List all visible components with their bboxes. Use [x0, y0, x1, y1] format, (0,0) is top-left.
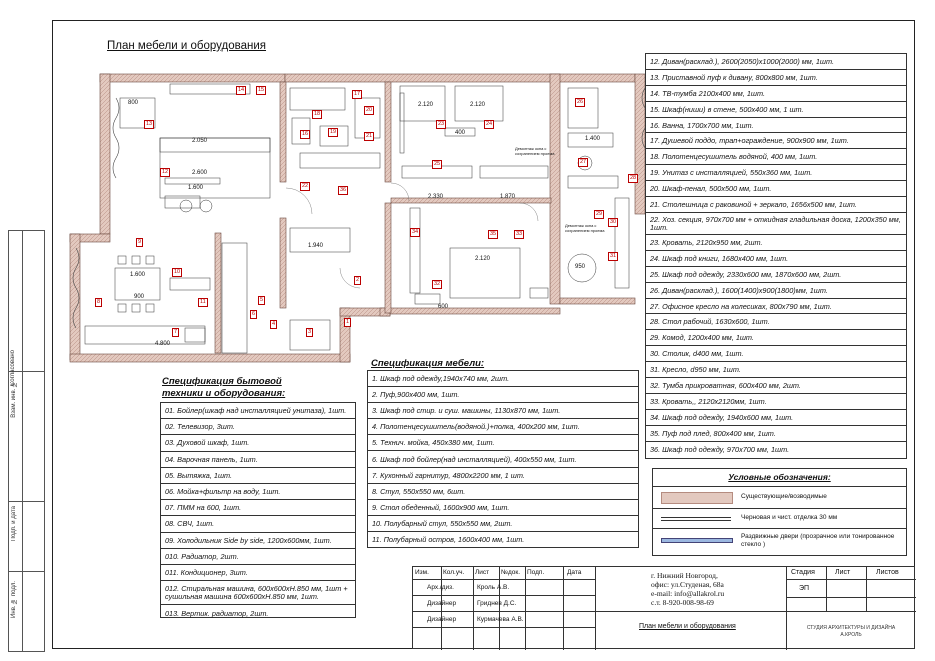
tag-7: 7 [174, 329, 178, 335]
furniture_left-row-7: 8. Стул, 550х550 мм, 6шт. [368, 484, 638, 500]
legend-row-doors [653, 528, 906, 556]
furniture_left-row-4: 5. Технич. мойка, 450х380 мм, 1шт. [368, 435, 638, 451]
tag-26: 26 [577, 99, 584, 105]
dim-1400: 1.400 [585, 136, 601, 142]
stamp-role-0: Арх./диз. [427, 584, 454, 591]
appliances-row-5: 06. Мойка+фильтр на воду, 1шт. [161, 484, 355, 500]
living-room-furniture [120, 84, 270, 212]
legend-title: Условные обозначения: [653, 469, 906, 487]
dim-2600: 2.600 [192, 170, 208, 176]
legend-wall-swatch [661, 492, 733, 504]
tag-12: 12 [162, 169, 169, 175]
stamp-role-2: Дизайнер [427, 616, 457, 623]
tag-32: 32 [434, 281, 441, 287]
dim-900: 900 [134, 294, 145, 300]
tag-27: 27 [580, 159, 587, 165]
floor-plan [60, 58, 650, 370]
furniture_right-row-3: 15. Шкаф(ниши) в стене, 500х400 мм, 1 шт. [646, 102, 906, 118]
furniture_left-row-5: 6. Шкаф под бойлер(над инсталляцией), 400х550 мм, 1шт. [368, 451, 638, 467]
tag-11: 11 [200, 299, 206, 305]
tag-6: 6 [252, 311, 256, 317]
tag-25: 25 [434, 161, 441, 167]
study-furniture [568, 88, 629, 288]
tag-5: 5 [260, 297, 264, 303]
dim-2330: 2.330 [428, 194, 444, 200]
legend-finish-label: Черновая и чист. отделка 30 мм [741, 514, 838, 521]
tag-18: 18 [314, 111, 321, 117]
legend-row-walls [653, 486, 906, 509]
stamp-name-0: Кроль А.В. [477, 584, 510, 591]
tag-13: 13 [146, 121, 153, 127]
tag-14: 14 [238, 87, 245, 93]
furniture_left-row-2: 3. Шкаф под стир. и суш. машины, 1130х870 мм, 1шт. [368, 403, 638, 419]
stamp-head-3: №док. [501, 569, 521, 576]
appliances-title-1: Спецификация бытовой [162, 376, 282, 387]
tag-19: 19 [330, 129, 337, 135]
dim-4800: 4.800 [155, 341, 171, 347]
agreed-label: Согласовано [10, 350, 16, 387]
bedroom-furniture [400, 86, 548, 304]
dim-1600a: 1.600 [188, 185, 204, 191]
tag-34: 34 [412, 229, 419, 235]
furniture_right-row-4: 16. Ванна, 1700х700 мм, 1шт. [646, 118, 906, 134]
furniture_left-row-10: 11. Полубарный остров, 1600х400 мм, 1шт. [372, 535, 525, 545]
side-strip [8, 230, 45, 652]
furniture_left-row-9: 10. Полубарный стул, 550х550 мм, 2шт. [368, 516, 638, 532]
studio-line-2: А.КРОЛЬ [840, 632, 862, 638]
appliances-row-12: 013. Вертик. радиатор, 2шт. [165, 608, 269, 618]
dim-2050: 2.050 [192, 138, 208, 144]
stamp-head-5: Дата [567, 569, 582, 576]
furniture_right-row-13: 25. Шкаф под одежду, 2330х600 мм, 1870х600 мм, 2шт. [646, 267, 906, 283]
plan-note-1: Демонтаж окна с сохранением проема [515, 146, 555, 156]
legend-doors-label: Раздвижные двери (прозрачное или тонированное стекло ) [741, 533, 895, 548]
appliances-row-4: 05. Вытяжка, 1шт. [161, 468, 355, 484]
walls [70, 74, 645, 362]
furniture_right-row-22: 34. Шкаф под одежду, 1940х600 мм, 1шт. [646, 410, 906, 426]
inv-orig-label: Инв. № подл. [11, 581, 17, 618]
title-block [412, 566, 915, 649]
tag-1: 1 [346, 319, 350, 325]
furniture_right-row-18: 30. Столик, d400 мм, 1шт. [646, 346, 906, 362]
appliances-row-2: 03. Духовой шкаф, 1шт. [161, 435, 355, 451]
windows [73, 88, 648, 328]
appliances-row-11: 012. Стиральная машина, 600х600хН.850 мм, 1шт + сушильная машина 600х600хН.850 мм, 1шт. [161, 581, 355, 605]
legend-walls-label: Существующие/возводимые [741, 493, 827, 500]
tag-21: 21 [366, 133, 373, 139]
dim-2120a: 2.120 [418, 102, 434, 108]
dim-1940: 1.940 [308, 243, 324, 249]
tag-31: 31 [610, 253, 617, 259]
appliances-row-6: 07. ПММ на 600, 1шт. [161, 500, 355, 516]
furniture_right-row-15: 27. Офисное кресло на колесиках, 800х790 мм, 1шт. [646, 299, 906, 315]
tag-17: 17 [354, 91, 361, 97]
stamp-name-1: Гриднев Д.С. [477, 600, 517, 607]
furniture_right-row-12: 24. Шкаф под книги, 1680х400 мм, 1шт. [646, 251, 906, 267]
tag-16: 16 [302, 131, 309, 137]
furniture-table-right [645, 53, 907, 459]
furniture_left-row-0: 1. Шкаф под одежду,1940х740 мм, 2шт. [368, 371, 638, 387]
tag-36: 36 [340, 187, 347, 193]
legend-finish-swatch [661, 517, 731, 521]
furniture-title: Спецификация мебели: [371, 358, 485, 369]
stamp-head-2: Лист [475, 569, 490, 576]
legend-door-swatch [661, 538, 733, 543]
tag-2: 2 [356, 277, 360, 283]
appliances-row-10: 011. Кондиционер, 3шт. [161, 565, 355, 581]
tag-23: 23 [438, 121, 445, 127]
stamp-role-1: Дизайнер [427, 600, 457, 607]
furniture_right-row-0: 12. Диван(расклад.), 2600(2050)х1000(2000) мм, 1шт. [646, 54, 906, 70]
tag-8: 8 [97, 299, 101, 305]
furniture_right-row-17: 29. Комод, 1200х400 мм, 1шт. [646, 330, 906, 346]
furniture_right-row-20: 32. Тумба прикроватная, 600х400 мм, 2шт. [646, 378, 906, 394]
dim-600: 600 [438, 304, 449, 310]
furniture_left-row-6: 7. Кухонный гарнитур, 4800х2200 мм, 1 шт. [368, 468, 638, 484]
studio-line-1: СТУДИЯ АРХИТЕКТУРЫ И ДИЗАЙНА [806, 625, 896, 631]
tag-24: 24 [486, 121, 493, 127]
tag-20: 20 [366, 107, 373, 113]
furniture_right-row-21: 33. Кровать,, 2120х2120мм, 1шт. [646, 394, 906, 410]
sign-date-label: Подп. и дата [11, 506, 17, 542]
address-line-2: e-mail: info@allakrol.ru [651, 589, 725, 598]
sheet-title: План мебели и оборудования [107, 40, 267, 52]
dim-1600b: 1.600 [130, 272, 146, 278]
furniture_right-row-6: 18. Полотенцесушитель водяной, 400 мм, 1шт. [646, 149, 906, 165]
appliances-row-3: 04. Варочная панель, 1шт. [161, 452, 355, 468]
furniture_left-row-1: 2. Пуф,900х400 мм, 1шт. [368, 387, 638, 403]
floor-plan-drawing [60, 58, 650, 370]
dim-2120c: 2.120 [475, 256, 491, 262]
appliances-table [160, 402, 356, 618]
stamp-head-4: Подп. [527, 569, 545, 576]
furniture_right-row-14: 26. Диван(расклад.), 1600(1400)х900(1800)мм, 1шт. [646, 283, 906, 299]
tag-10: 10 [174, 269, 181, 275]
address-line-3: с.т. 8-920-008-98-69 [651, 598, 714, 607]
furniture_right-row-7: 19. Унитаз с инсталляцией, 550х360 мм, 1шт. [646, 165, 906, 181]
appliances-title-2: техники и оборудования: [162, 388, 286, 399]
appliances-row-7: 08. СВЧ, 1шт. [161, 516, 355, 532]
inv-replace-label: Взам. инв. № [11, 381, 17, 418]
appliances-row-8: 09. Холодильник Side by side, 1200х600мм, 1шт. [161, 533, 355, 549]
address-line-1: офис: ул.Студеная, 68а [651, 580, 724, 589]
tag-9: 9 [138, 239, 142, 245]
dim-800: 800 [128, 100, 139, 106]
tag-29: 29 [596, 211, 603, 217]
appliances-row-1: 02. Телевизор, 3шт. [161, 419, 355, 435]
furniture_left-row-8: 9. Стол обеденный, 1600х900 мм, 1шт. [368, 500, 638, 516]
studio-name [789, 625, 913, 639]
dim-400: 400 [455, 130, 466, 136]
stage-value: ЭП [799, 585, 810, 592]
furniture_right-row-9: 21. Столешница с раковиной + зеркало, 1656х500 мм, 1шт. [646, 197, 906, 213]
furniture_right-row-1: 13. Приставной пуф к дивану, 800х800 мм, 1шт. [646, 70, 906, 86]
furniture_right-row-16: 28. Стол рабочий, 1630х600, 1шт. [646, 314, 906, 330]
legend [652, 468, 907, 556]
furniture_right-row-5: 17. Душевой поддо, трап+ограждение, 900х900 мм, 1шт. [646, 133, 906, 149]
furniture_right-row-2: 14. ТВ-тумба 2100х400 мм, 1шт. [646, 86, 906, 102]
stamp-head-1: Кол.уч. [443, 569, 465, 576]
furniture_right-row-11: 23. Кровать, 2120х950 мм, 2шт. [646, 235, 906, 251]
dining-furniture [85, 256, 210, 344]
tag-22: 22 [302, 183, 309, 189]
dim-950: 950 [575, 264, 586, 270]
tag-30: 30 [610, 219, 617, 225]
tag-33: 33 [516, 231, 523, 237]
stage-label: Стадия [791, 569, 815, 576]
sheet-label: Лист [835, 569, 851, 576]
furniture_left-row-3: 4. Полотенцесушитель(водяной.)+полка, 400х200 мм, 1шт. [368, 419, 638, 435]
furniture_right-row-10: 22. Хоз. секция, 970х700 мм + откидная гладильная доска, 1200х350 мм, 1шт. [646, 213, 906, 235]
dim-2120b: 2.120 [470, 102, 486, 108]
furniture_right-row-19: 31. Кресло, d950 мм, 1шт. [646, 362, 906, 378]
tag-15: 15 [258, 87, 265, 93]
appliances-row-0: 01. Бойлер(шкаф над инсталляцией унитаза), 1шт. [161, 403, 355, 419]
legend-row-finish [653, 508, 906, 529]
dim-1870: 1.870 [500, 194, 516, 200]
tag-28: 28 [630, 175, 637, 181]
stamp-head-0: Изм. [415, 569, 429, 576]
furniture_right-row-24: 36. Шкаф под одежду, 970х700 мм, 1шт. [650, 445, 790, 455]
sheets-label: Листов [876, 569, 899, 576]
tag-35: 35 [490, 231, 497, 237]
drawing-name: План мебели и оборудования [639, 623, 736, 630]
appliances-row-9: 010. Радиатор, 2шт. [161, 549, 355, 565]
stamp-name-2: Курмачева А.В. [477, 616, 524, 623]
studio-address [651, 571, 724, 607]
furniture_right-row-23: 35. Пуф под плед, 800х400 мм, 1шт. [646, 426, 906, 442]
furniture_right-row-8: 20. Шкаф-пенал, 500х500 мм, 1шт. [646, 181, 906, 197]
tag-4: 4 [272, 321, 276, 327]
address-line-0: г. Нижний Новгород, [651, 571, 718, 580]
plan-note-2: Демонтаж окна с сохранением проема [565, 223, 605, 233]
furniture-table-left [367, 370, 639, 548]
tag-3: 3 [308, 329, 312, 335]
